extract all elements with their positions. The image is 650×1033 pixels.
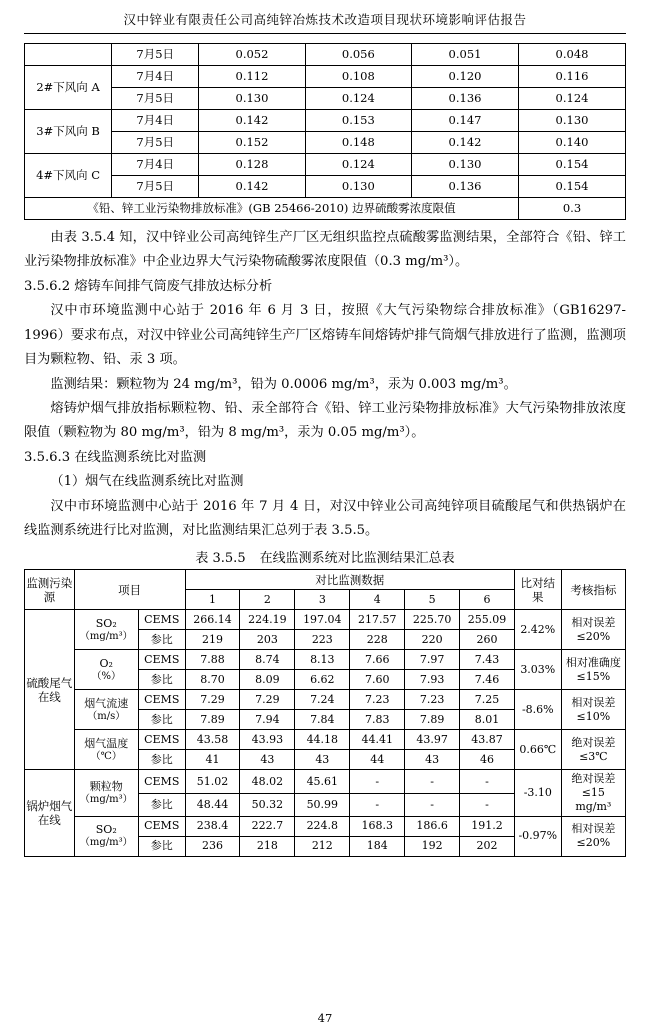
cell: 8.13 <box>295 650 350 670</box>
item-unit: （℃） <box>90 750 122 762</box>
item-label: SO₂ <box>95 823 117 837</box>
header-col-5: 5 <box>405 590 460 610</box>
result-cell: 2.42% <box>514 610 561 650</box>
cell-v3: 0.147 <box>412 110 519 132</box>
table-row <box>25 650 626 670</box>
cell: 236 <box>185 836 240 856</box>
cell: 48.02 <box>240 770 295 793</box>
sub-label: 参比 <box>138 630 185 650</box>
cell: - <box>350 770 405 793</box>
cell-v4: 0.154 <box>519 154 626 176</box>
heading-3-5-6-3: 3.5.6.3 在线监测系统比对监测 <box>24 449 207 465</box>
cell: - <box>460 793 515 816</box>
header-col-4: 4 <box>350 590 405 610</box>
header-group: 对比监测数据 <box>185 570 514 590</box>
table-row-limit <box>25 198 626 220</box>
cell: 43 <box>405 750 460 770</box>
cell: 7.60 <box>350 670 405 690</box>
table-row <box>25 730 626 750</box>
criteria-cell: 相对误差≤20% <box>561 610 625 650</box>
cell: 7.94 <box>240 710 295 730</box>
cell: 7.97 <box>405 650 460 670</box>
row-date: 7月5日 <box>112 88 199 110</box>
cell: 44 <box>350 750 405 770</box>
cell-v2: 0.124 <box>305 154 411 176</box>
result-cell: -0.97% <box>514 816 561 856</box>
cell: 7.83 <box>350 710 405 730</box>
cell-v1: 0.142 <box>199 176 305 198</box>
header-source: 监测污染源 <box>25 570 75 610</box>
table-row <box>25 132 626 154</box>
paragraph-5: （1）烟气在线监测系统比对监测 <box>50 474 244 490</box>
cell-v4: 0.140 <box>519 132 626 154</box>
cell: 8.09 <box>240 670 295 690</box>
header-col-6: 6 <box>460 590 515 610</box>
item-label: 烟气流速 <box>84 696 129 710</box>
cell: - <box>460 770 515 793</box>
row-label: 3#下风向 B <box>25 110 112 154</box>
sub-label: 参比 <box>138 836 185 856</box>
cell: - <box>350 793 405 816</box>
row-date: 7月4日 <box>112 66 199 88</box>
cell: 218 <box>240 836 295 856</box>
limit-value: 0.3 <box>519 198 626 220</box>
cell: 44.18 <box>295 730 350 750</box>
item-unit: （m/s） <box>87 710 126 722</box>
table-row <box>25 176 626 198</box>
cell: 48.44 <box>185 793 240 816</box>
cell-v2: 0.124 <box>305 88 411 110</box>
cell-v2: 0.153 <box>305 110 411 132</box>
cell: - <box>405 793 460 816</box>
cell: 7.29 <box>240 690 295 710</box>
header-col-3: 3 <box>295 590 350 610</box>
cell: 217.57 <box>350 610 405 630</box>
sub-label: 参比 <box>138 793 185 816</box>
cell: 197.04 <box>295 610 350 630</box>
criteria-cell: 相对准确度≤15% <box>561 650 625 690</box>
cell: 51.02 <box>185 770 240 793</box>
paragraph-6: 汉中市环境监测中心站于 2016 年 7 月 4 日，对汉中锌业公司高纯锌项目硫酸尾气和供热锅炉在线监测系统进行比对监测，对比监测结果汇总列于表 3.5.5。 <box>24 498 626 539</box>
item-label: O₂ <box>99 656 113 670</box>
header-col-2: 2 <box>240 590 295 610</box>
table-row <box>25 690 626 710</box>
cell: 224.19 <box>240 610 295 630</box>
group-name-1: 锅炉烟气在线 <box>25 770 75 856</box>
cell-v2: 0.130 <box>305 176 411 198</box>
header-criteria: 考核指标 <box>561 570 625 610</box>
row-date: 7月5日 <box>112 132 199 154</box>
cell: 7.88 <box>185 650 240 670</box>
header-result: 比对结果 <box>514 570 561 610</box>
cell: 50.32 <box>240 793 295 816</box>
row-date: 7月5日 <box>112 176 199 198</box>
cell-v1: 0.142 <box>199 110 305 132</box>
cell: 8.70 <box>185 670 240 690</box>
cell-v4: 0.130 <box>519 110 626 132</box>
cell: 184 <box>350 836 405 856</box>
table-row <box>25 610 626 630</box>
cell: 41 <box>185 750 240 770</box>
cell: 266.14 <box>185 610 240 630</box>
cell-v4: 0.116 <box>519 66 626 88</box>
cell-v1: 0.112 <box>199 66 305 88</box>
item-label: 颗粒物 <box>89 779 123 793</box>
header-col-1: 1 <box>185 590 240 610</box>
cell: 7.23 <box>350 690 405 710</box>
criteria-cell: 绝对误差≤15 mg/m³ <box>561 770 625 816</box>
cell: 7.29 <box>185 690 240 710</box>
item-unit: （mg/m³） <box>79 630 133 642</box>
table2-caption-title: 在线监测系统对比监测结果汇总表 <box>259 551 455 567</box>
cell-v4: 0.154 <box>519 176 626 198</box>
cell: 7.25 <box>460 690 515 710</box>
item-label: 烟气温度 <box>84 736 129 750</box>
heading-3-5-6-2: 3.5.6.2 熔铸车间排气筒废气排放达标分析 <box>24 278 273 294</box>
sub-label: CEMS <box>138 690 185 710</box>
item-unit: （%） <box>91 670 122 682</box>
cell: 7.93 <box>405 670 460 690</box>
row-date: 7月4日 <box>112 110 199 132</box>
cell: 44.41 <box>350 730 405 750</box>
cell: 7.23 <box>405 690 460 710</box>
page-number: 47 <box>317 1011 333 1025</box>
cell: 255.09 <box>460 610 515 630</box>
cell-v3: 0.130 <box>412 154 519 176</box>
cell: 7.46 <box>460 670 515 690</box>
limit-label: 《铅、锌工业污染物排放标准》(GB 25466-2010) 边界硫酸雾浓度限值 <box>25 198 519 220</box>
cell-v1: 0.128 <box>199 154 305 176</box>
result-cell: 0.66℃ <box>514 730 561 770</box>
sub-label: 参比 <box>138 750 185 770</box>
cell: 43.87 <box>460 730 515 750</box>
item-name <box>74 730 138 770</box>
cell: 7.84 <box>295 710 350 730</box>
cell-v1: 0.130 <box>199 88 305 110</box>
table-row <box>25 44 626 66</box>
group-name-0: 硫酸尾气在线 <box>25 610 75 770</box>
cell: 7.24 <box>295 690 350 710</box>
table2-header-row <box>25 570 626 590</box>
table-row <box>25 154 626 176</box>
cell-v4: 0.124 <box>519 88 626 110</box>
cell: - <box>405 770 460 793</box>
cell: 7.89 <box>405 710 460 730</box>
cell: 168.3 <box>350 816 405 836</box>
cell: 6.62 <box>295 670 350 690</box>
cell: 43.93 <box>240 730 295 750</box>
cell: 238.4 <box>185 816 240 836</box>
row-date: 7月5日 <box>112 44 199 66</box>
cems-comparison-table <box>24 569 626 856</box>
cell: 43.97 <box>405 730 460 750</box>
cell: 7.43 <box>460 650 515 670</box>
paragraph-2: 汉中市环境监测中心站于 2016 年 6 月 3 日，按照《大气污染物综合排放标准》（GB16297-1996）要求布点，对汉中锌业公司高纯锌生产厂区熔铸车间熔铸炉排气筒烟气排放进行了监测，监测项目为颗粒物、铅、汞 3 项。 <box>24 303 626 368</box>
sub-label: 参比 <box>138 670 185 690</box>
result-cell: -3.10 <box>514 770 561 816</box>
cell: 202 <box>460 836 515 856</box>
result-cell: -8.6% <box>514 690 561 730</box>
cell: 224.8 <box>295 816 350 836</box>
cell: 191.2 <box>460 816 515 836</box>
table2-caption-number: 表 3.5.5 <box>195 551 246 567</box>
cell: 225.70 <box>405 610 460 630</box>
cell: 220 <box>405 630 460 650</box>
sub-label: CEMS <box>138 816 185 836</box>
sub-label: CEMS <box>138 770 185 793</box>
table2-caption <box>24 547 626 566</box>
cell-v3: 0.051 <box>412 44 519 66</box>
item-name <box>74 650 138 690</box>
paragraph-1: 由表 3.5.4 知，汉中锌业公司高纯锌生产厂区无组织监控点硫酸雾监测结果，全部符合《铅、锌工业污染物排放标准》中企业边界大气污染物硫酸雾浓度限值（0.3 mg/m³）。 <box>24 230 626 270</box>
page-header: 汉中锌业有限责任公司高纯锌冶炼技术改造项目现状环境影响评估报告 <box>24 10 626 34</box>
item-name <box>74 770 138 816</box>
cell-v4: 0.048 <box>519 44 626 66</box>
criteria-cell: 相对误差≤10% <box>561 690 625 730</box>
cell-v3: 0.120 <box>412 66 519 88</box>
item-name <box>74 610 138 650</box>
sub-label: 参比 <box>138 710 185 730</box>
cell-v3: 0.136 <box>412 176 519 198</box>
cell: 192 <box>405 836 460 856</box>
cell: 7.89 <box>185 710 240 730</box>
cell: 7.66 <box>350 650 405 670</box>
cell: 45.61 <box>295 770 350 793</box>
cell: 8.01 <box>460 710 515 730</box>
cell: 223 <box>295 630 350 650</box>
cell-v2: 0.148 <box>305 132 411 154</box>
item-label: SO₂ <box>95 616 117 630</box>
cell: 43 <box>240 750 295 770</box>
cell: 8.74 <box>240 650 295 670</box>
cell-v1: 0.052 <box>199 44 305 66</box>
row-label: 4#下风向 C <box>25 154 112 198</box>
table-row <box>25 88 626 110</box>
sub-label: CEMS <box>138 650 185 670</box>
cell: 50.99 <box>295 793 350 816</box>
sulfuric-acid-mist-table <box>24 43 626 220</box>
criteria-cell: 绝对误差≤3℃ <box>561 730 625 770</box>
cell: 219 <box>185 630 240 650</box>
row-label: 2#下风向 A <box>25 66 112 110</box>
row-date: 7月4日 <box>112 154 199 176</box>
cell: 46 <box>460 750 515 770</box>
item-name <box>74 816 138 856</box>
cell-v1: 0.152 <box>199 132 305 154</box>
sub-label: CEMS <box>138 730 185 750</box>
result-cell: 3.03% <box>514 650 561 690</box>
cell-v3: 0.142 <box>412 132 519 154</box>
cell: 228 <box>350 630 405 650</box>
table-row <box>25 770 626 793</box>
cell-v3: 0.136 <box>412 88 519 110</box>
table-row <box>25 66 626 88</box>
sub-label: CEMS <box>138 610 185 630</box>
cell: 222.7 <box>240 816 295 836</box>
item-name <box>74 690 138 730</box>
criteria-cell: 相对误差≤20% <box>561 816 625 856</box>
paragraph-3: 监测结果：颗粒物为 24 mg/m³，铅为 0.0006 mg/m³，汞为 0.003 mg/m³。 <box>50 376 517 392</box>
item-unit: （mg/m³） <box>79 793 133 805</box>
cell: 203 <box>240 630 295 650</box>
cell: 43 <box>295 750 350 770</box>
cell: 212 <box>295 836 350 856</box>
row-label <box>25 44 112 66</box>
cell: 260 <box>460 630 515 650</box>
table-row <box>25 816 626 836</box>
paragraph-4: 熔铸炉烟气排放指标颗粒物、铅、汞全部符合《铅、锌工业污染物排放标准》大气污染物排放浓度限值（颗粒物为 80 mg/m³，铅为 8 mg/m³，汞为 0.05 mg/m³）。 <box>24 400 626 441</box>
cell: 43.58 <box>185 730 240 750</box>
cell-v2: 0.108 <box>305 66 411 88</box>
header-item: 项目 <box>74 570 185 610</box>
table-row <box>25 110 626 132</box>
cell: 186.6 <box>405 816 460 836</box>
cell-v2: 0.056 <box>305 44 411 66</box>
item-unit: （mg/m³） <box>79 836 133 848</box>
